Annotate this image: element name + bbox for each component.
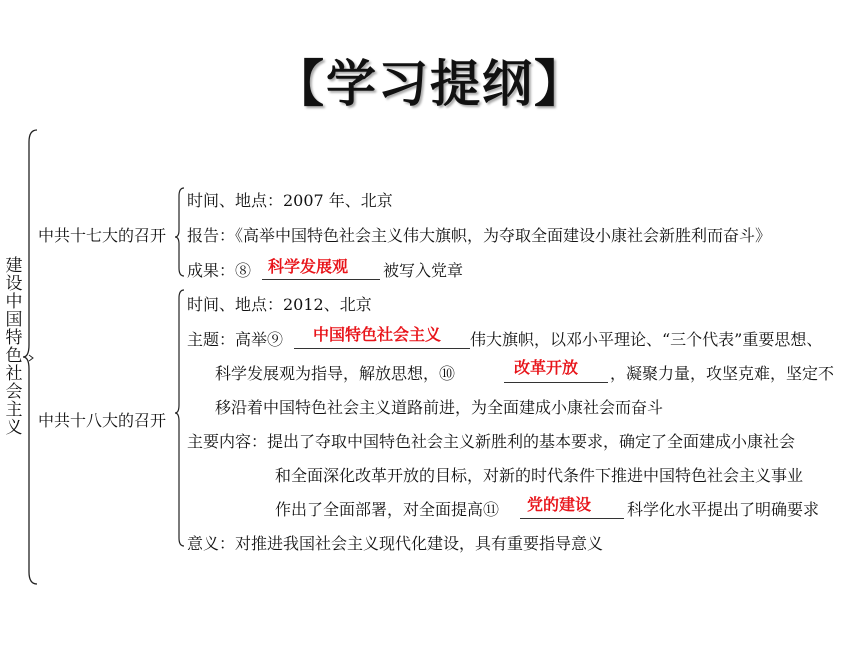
answer-8: 科学发展观	[268, 257, 349, 276]
congress17-label: 中共十七大的召开	[38, 226, 167, 245]
root-char: 主	[5, 400, 23, 420]
congress17-result-suffix: 被写入党章	[383, 261, 464, 280]
congress18-theme-line2-prefix: 科学发展观为指导，解放思想，⑩	[215, 364, 456, 383]
answer-blank-8	[262, 279, 380, 280]
root-char: 义	[5, 418, 23, 438]
answer-9: 中国特色社会主义	[313, 325, 442, 344]
root-char: 中	[5, 292, 23, 312]
congress18-label: 中共十八大的召开	[38, 411, 167, 430]
congress17-time-place: 时间、地点：2007 年、北京	[187, 191, 393, 210]
congress17-brace	[175, 188, 184, 276]
congress17-report: 报告：《高举中国特色社会主义伟大旗帜，为夺取全面建设小康社会新胜利而奋斗》	[187, 226, 772, 245]
root-char: 建	[5, 256, 23, 276]
congress18-content-line1: 主要内容：提出了夺取中国特色社会主义新胜利的基本要求，确定了全面建成小康社会	[187, 432, 796, 451]
congress18-content-line3-prefix: 作出了全面部署，对全面提高⑪	[275, 500, 500, 519]
congress18-brace	[175, 290, 184, 546]
congress18-theme-line2-suffix: ，凝聚力量，攻坚克难，坚定不	[610, 364, 835, 383]
congress18-time-place: 时间、地点：2012、北京	[187, 295, 372, 314]
root-char: 会	[5, 382, 23, 402]
answer-blank-10	[504, 382, 608, 383]
congress18-theme-prefix: 主题：高举⑨	[187, 330, 284, 349]
page-title: 【学习提纲】	[274, 55, 586, 113]
congress17-result-prefix: 成果：⑧	[187, 261, 252, 280]
root-char: 设	[5, 274, 23, 294]
root-brace	[29, 355, 33, 361]
congress18-content-line2: 和全面深化改革开放的目标，对新的时代条件下推进中国特色社会主义事业	[275, 466, 804, 485]
root-char: 特	[5, 328, 23, 348]
answer-11: 党的建设	[527, 495, 592, 514]
congress18-theme-line3: 移沿着中国特色社会主义道路前进，为全面建成小康社会而奋斗	[215, 398, 664, 417]
answer-blank-11	[520, 518, 624, 519]
root-char: 国	[5, 310, 23, 330]
congress18-theme-after: 伟大旗帜，以邓小平理论、“三个代表”重要思想、	[470, 330, 823, 349]
congress18-content-line3-suffix: 科学化水平提出了明确要求	[627, 500, 820, 519]
answer-blank-9	[294, 348, 470, 349]
root-char: 色	[5, 346, 23, 366]
outer-brace	[23, 130, 37, 584]
root-char: 社	[5, 364, 23, 384]
congress18-meaning: 意义：对推进我国社会主义现代化建设，具有重要指导意义	[187, 534, 604, 553]
answer-10: 改革开放	[514, 358, 579, 377]
